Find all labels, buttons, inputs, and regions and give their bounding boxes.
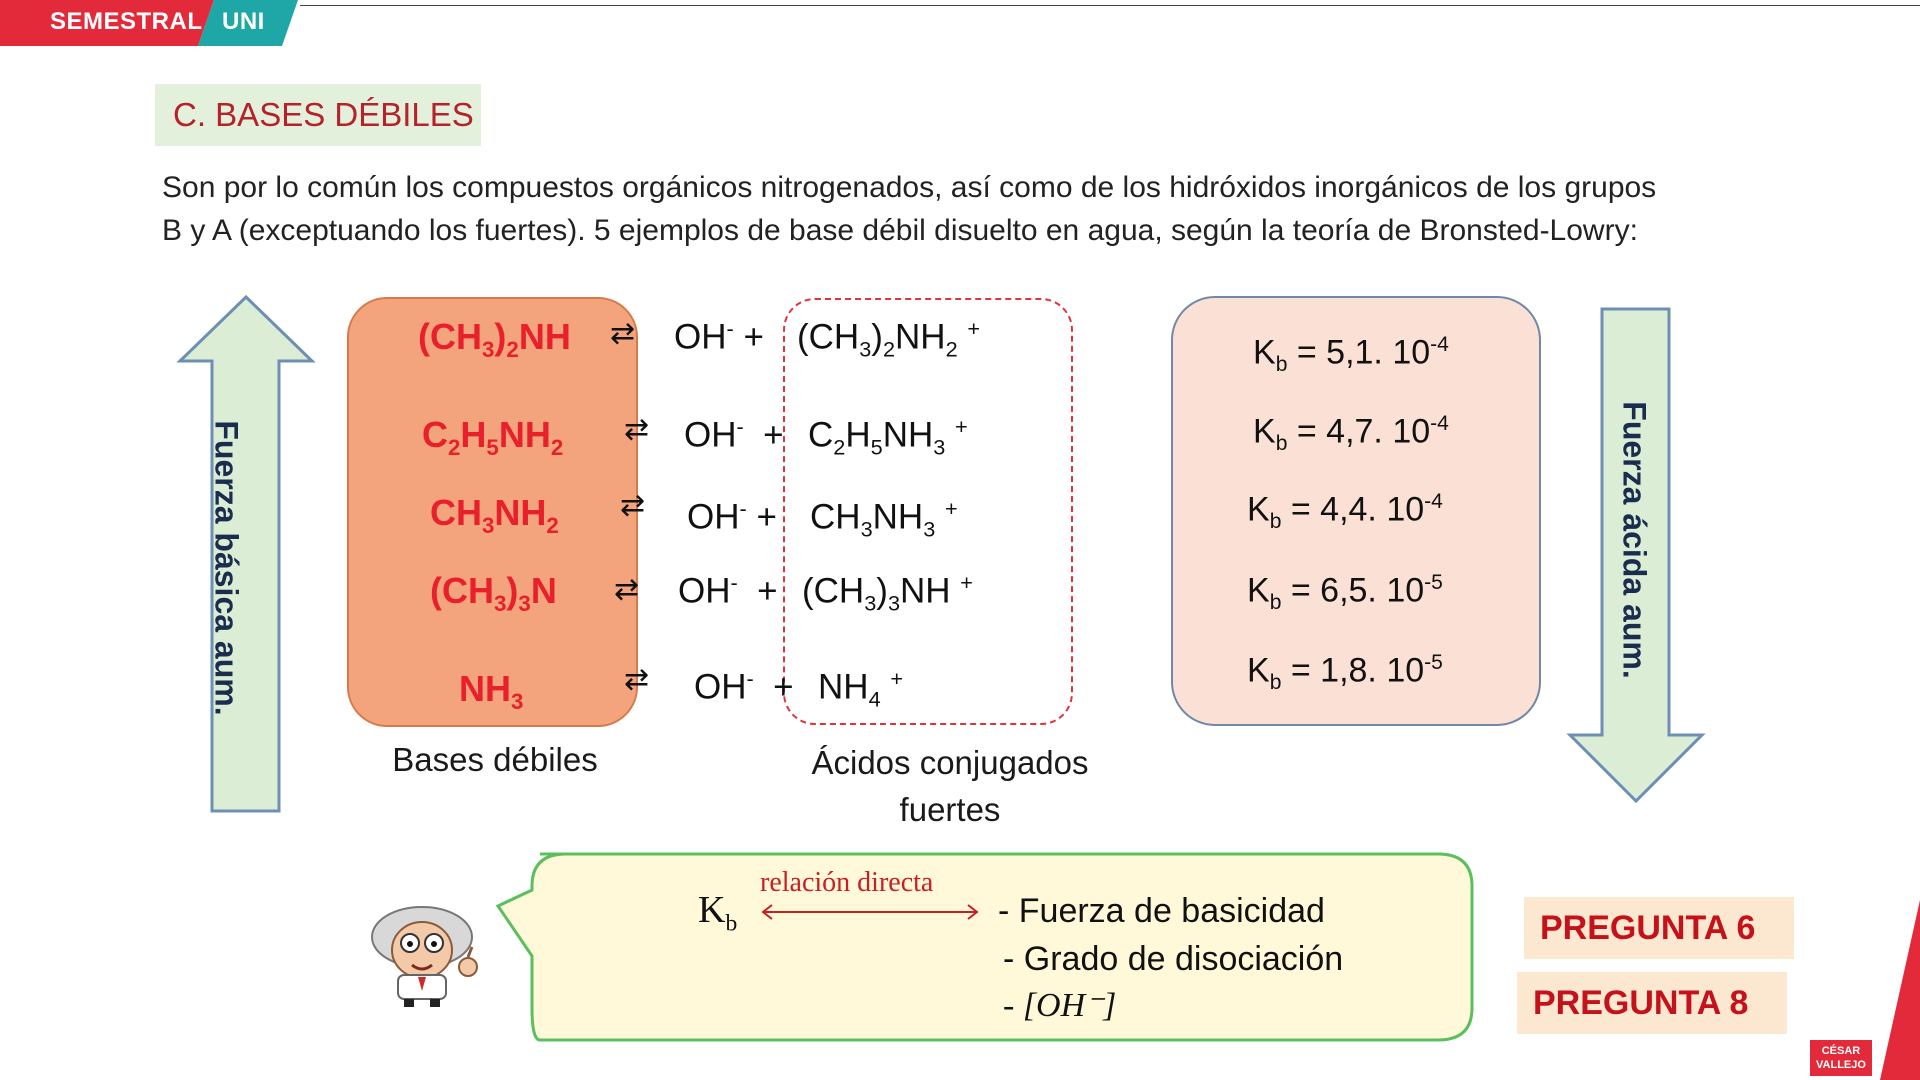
- pregunta-6-button[interactable]: [1524, 897, 1794, 959]
- brand-ribbon: [0, 0, 300, 46]
- callout-item-basicity: - Fuerza de basicidad: [998, 892, 1325, 930]
- logo-line-2: VALLEJO: [1816, 1059, 1866, 1071]
- top-rule: [300, 5, 1920, 6]
- kb-value: $K_b = 4,4$. $10^{-4}$: [1247, 490, 1443, 534]
- callout-item-dissociation: - Grado de disociación: [1003, 940, 1344, 978]
- kb-value: $K_b = 6,5$. $10^{-5}$: [1247, 571, 1443, 615]
- section-title-text: C. BASES DÉBILES: [173, 96, 474, 133]
- acid-strength-label: Fuerza ácida aum.: [1616, 401, 1653, 679]
- bases-label: Bases débiles: [392, 741, 598, 778]
- basic-strength-label: Fuerza básica aum.: [208, 420, 245, 716]
- kb-value: $K_b = 1,8$. $10^{-5}$: [1247, 651, 1443, 695]
- acid-methylammonium: $CH_3NH_3$ +: [810, 496, 958, 542]
- acids-label-line2: fuertes: [899, 791, 1001, 828]
- acid-ammonium: $NH_4$ +: [818, 666, 904, 712]
- brand-uni: UNI: [222, 8, 265, 35]
- hydroxide-ion: OH- +: [694, 666, 794, 707]
- intro-line-1: Son por lo común los compuestos orgánicos nitrogenados, así como de los hidróxidos inorgánicos de los grupos: [162, 171, 1657, 204]
- hydroxide-ion: OH- +: [678, 570, 778, 611]
- professor-mascot-icon: [360, 895, 500, 1010]
- double-arrow-icon: [758, 902, 982, 922]
- equilibrium-arrow-icon: ⇄: [624, 663, 650, 696]
- equilibrium-arrow-icon: ⇄: [620, 489, 646, 522]
- acid-ethylammonium: $C_2H_5NH_3$ +: [808, 414, 968, 460]
- logo-line-1: CÉSAR: [1821, 1045, 1861, 1057]
- equilibrium-arrow-icon: ⇄: [614, 573, 640, 606]
- kb-symbol: $K_b$: [698, 889, 738, 937]
- section-title: [155, 84, 481, 146]
- base-trimethylamine: $(CH_3)_3N$: [430, 570, 557, 617]
- acids-label-line1: Ácidos conjugados: [811, 744, 1089, 781]
- base-ethylamine: $C_2H_5NH_2$: [422, 414, 564, 461]
- base-methylamine: $CH_3NH_2$: [430, 492, 559, 539]
- cesar-vallejo-logo: [1810, 1040, 1872, 1076]
- basic-strength-up-arrow-icon: [176, 295, 316, 815]
- equilibrium-arrow-icon: ⇄: [610, 317, 636, 350]
- equilibrium-arrow-icon: ⇄: [624, 413, 650, 446]
- base-dimethylamine: $(CH_3)_2NH$: [418, 316, 571, 363]
- brand-semestral: SEMESTRAL: [50, 8, 203, 35]
- pregunta-8-button[interactable]: [1517, 972, 1787, 1034]
- acid-trimethylammonium: $(CH_3)_3NH$ +: [802, 570, 973, 616]
- kb-value: $K_b = 5,1$. $10^{-4}$: [1253, 333, 1449, 377]
- intro-line-2: B y A (exceptuando los fuertes). 5 ejemplos de base débil disuelto en agua, según la teoría de Bronsted-Lowry:: [162, 214, 1638, 247]
- corner-accent: [1880, 900, 1920, 1080]
- callout-item-hydroxide: - [OH⁻]: [1003, 987, 1117, 1024]
- relation-label: relación directa: [760, 867, 934, 898]
- kb-value: $K_b = 4,7$. $10^{-4}$: [1253, 412, 1449, 456]
- pregunta-8-label: PREGUNTA 8: [1533, 983, 1749, 1022]
- pregunta-6-label: PREGUNTA 6: [1540, 908, 1756, 947]
- base-ammonia: $NH_3$: [459, 668, 524, 715]
- hydroxide-ion: OH- +: [684, 414, 784, 455]
- intro-paragraph: [162, 166, 1822, 252]
- hydroxide-ion: OH- +: [687, 496, 777, 537]
- acid-dimethylammonium: $(CH_3)_2NH_2$ +: [797, 316, 981, 362]
- hydroxide-ion: OH- +: [674, 316, 764, 357]
